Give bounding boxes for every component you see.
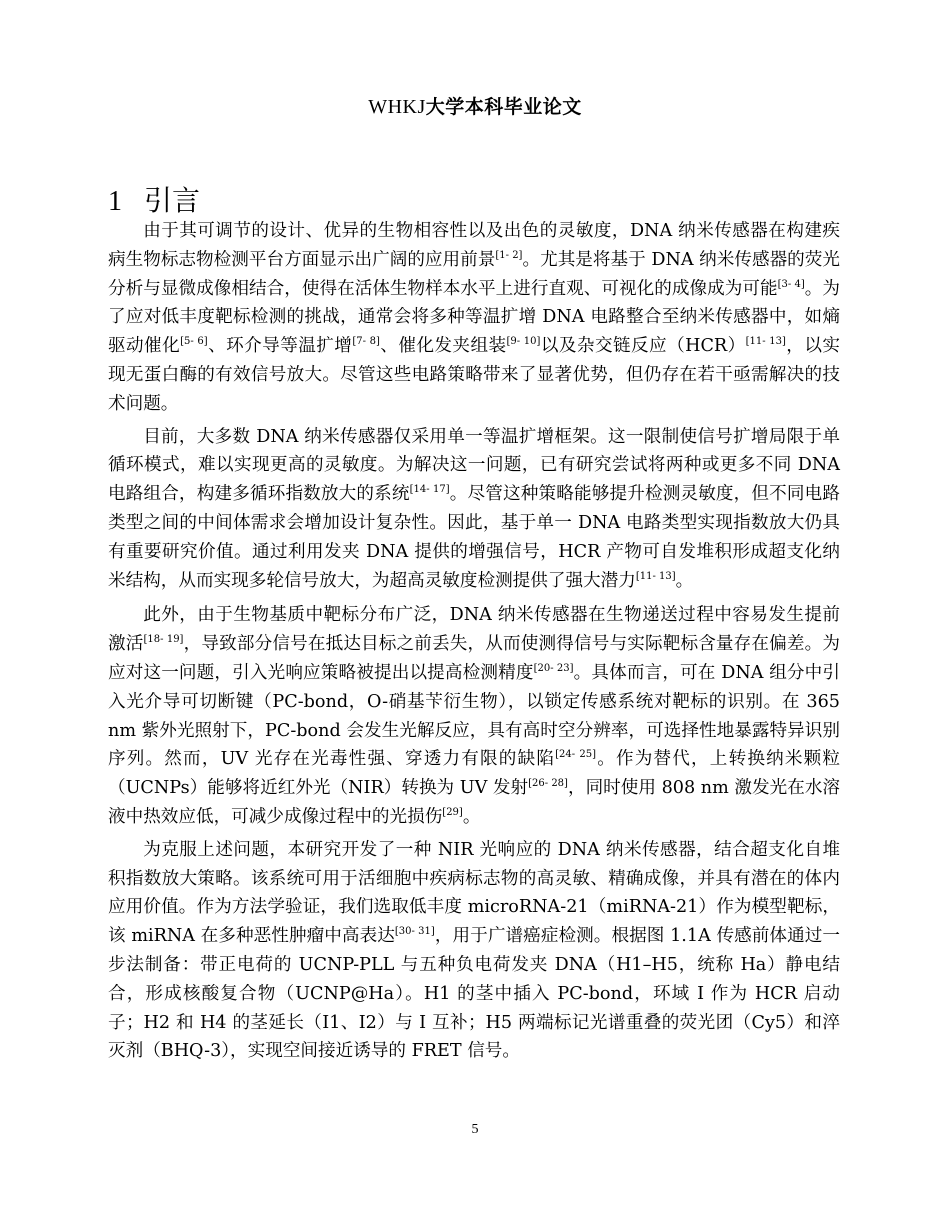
chapter-title: 引言 bbox=[144, 184, 201, 217]
citation-ref: [5- 6] bbox=[180, 336, 208, 348]
citation-ref: [26- 28] bbox=[528, 778, 568, 790]
citation-ref: [18- 19] bbox=[143, 634, 184, 646]
paragraph bbox=[108, 217, 840, 419]
text-run: 。作为替代，上转换纳米颗粒（UCNPs）能够将近红外光（NIR）转换为 UV 发射 bbox=[108, 749, 840, 799]
text-run: 。尽管这种策略能够提升检测灵敏度，但不同电路类型之间的中间体需求会增加设计复杂性。因此，基于单一 DNA 电路类型实现指数放大仍具有重要研究价值。通过利用发夹 DNA 提供的增强信号，HCR 产物可自发堆积形成超支化纳米结构，从而实现多轮信号放大，为超高灵敏度检测提供了强大潜力 bbox=[108, 484, 840, 591]
text-run: ，用于广谱癌症检测。根据图 1.1A 传感前体通过一步法制备：带正电荷的 UCNP-PLL 与五种负电荷发夹 DNA（H1–H5，统称 Ha）静电结合，形成核酸复合物（UCNP@Ha）。H1 的茎中插入 PC-bond，环域 I 作为 HCR 启动子；H2 和 H4 的茎延长（I1、I2）与 I 互补；H5 两端标记光谱重叠的荧光团（Cy5）和淬灭剂（BHQ-3），实现空间接近诱导的 FRET 信号。 bbox=[108, 926, 841, 1062]
header-title: 大学本科毕业论文 bbox=[425, 96, 582, 118]
text-run: ，导致部分信号在抵达目标之前丢失，从而使测得信号与实际靶标含量存在偏差。为应对这一问题，引入光响应策略被提出以提高检测精度 bbox=[108, 634, 840, 683]
paragraph bbox=[108, 423, 840, 596]
text-run: ，以实现无蛋白酶的有效信号放大。尽管这些电路策略带来了显著优势，但仍存在若干亟需解决的技术问题。 bbox=[108, 336, 840, 414]
text-run: 。 bbox=[462, 806, 481, 827]
text-run: 以及杂交链反应（HCR） bbox=[540, 336, 746, 357]
citation-ref: [20- 23] bbox=[533, 662, 574, 674]
citation-ref: [9- 10] bbox=[506, 336, 541, 348]
citation-ref: [11- 13] bbox=[745, 336, 786, 348]
text-run: 为克服上述问题，本研究开发了一种 NIR 光响应的 DNA 纳米传感器，结合超支化自堆积指数放大策略。该系统可用于活细胞中疾病标志物的高灵敏、精确成像，并具有潜在的体内应用价值。作为方法学验证，我们选取低丰度 microRNA-21（miRNA-21）作为模型靶标，该 miRNA 在多种恶性肿瘤中高表达 bbox=[108, 839, 840, 947]
citation-ref: [30- 31] bbox=[394, 926, 435, 938]
header-abbreviation: WHKJ bbox=[368, 96, 426, 118]
text-run: 由于其可调节的设计、优异的生物相容性以及出色的灵敏度，DNA 纳米传感器在构建疾病生物标志物检测平台方面显示出广阔的应用前景 bbox=[108, 221, 840, 270]
text-run: 目前，大多数 DNA 纳米传感器仅采用单一等温扩增框架。这一限制使信号扩增局限于单循环模式，难以实现更高的灵敏度。为解决这一问题，已有研究尝试将两种或更多不同 DNA 电路组合，构建多循环指数放大的系统 bbox=[108, 426, 840, 505]
chapter-heading bbox=[108, 183, 200, 220]
citation-ref: [11- 13] bbox=[635, 570, 676, 582]
text-run: 此外，由于生物基质中靶标分布广泛，DNA 纳米传感器在生物递送过程中容易发生提前激活 bbox=[108, 605, 840, 655]
chapter-number: 1 bbox=[108, 186, 122, 217]
paragraph bbox=[108, 601, 840, 831]
body-text bbox=[108, 217, 840, 1070]
paragraph bbox=[108, 836, 840, 1066]
text-run: 。 bbox=[675, 570, 694, 591]
text-run: 、催化发夹组装 bbox=[379, 336, 507, 357]
citation-ref: [29] bbox=[442, 806, 463, 818]
text-run: 。尤其是将基于 DNA 纳米传感器的荧光分析与显微成像相结合，使得在活体生物样本水平上进行直观、可视化的成像成为可能 bbox=[108, 249, 840, 299]
text-run: 、环介导等温扩增 bbox=[207, 336, 353, 357]
citation-ref: [14- 17] bbox=[409, 484, 450, 496]
citation-ref: [1- 2] bbox=[495, 249, 523, 261]
text-run: ，同时使用 808 nm 激发光在水溶液中热效应低，可减少成像过程中的光损伤 bbox=[108, 778, 841, 827]
text-run: 。具体而言，可在 DNA 组分中引入光介导可切断键（PC-bond，O-硝基苄衍生物），以锁定传感系统对靶标的识别。在 365 nm 紫外光照射下，PC-bond 会发生光解反应，具有高时空分辨率，可选择性地暴露特异识别序列。然而，UV 光存在光毒性强、穿透力有限的缺陷 bbox=[108, 662, 840, 770]
page-number: 5 bbox=[471, 1122, 479, 1137]
running-header bbox=[0, 92, 950, 119]
citation-ref: [7- 8] bbox=[352, 336, 380, 348]
text-run: 。为了应对低丰度靶标检测的挑战，通常会将多种等温扩增 DNA 电路整合至纳米传感器中，如熵驱动催化 bbox=[108, 278, 840, 357]
citation-ref: [3- 4] bbox=[777, 278, 805, 290]
citation-ref: [24- 25] bbox=[555, 749, 597, 761]
